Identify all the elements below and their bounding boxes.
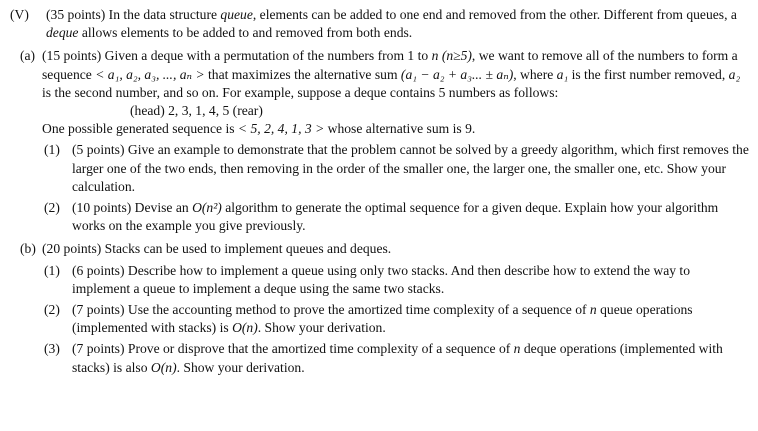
part-a-item-1: (1) (5 points) Give an example to demonstrate that the problem cannot be solved by a greedy algorithm, which first removes the larger one of the two ends, then removing in the order of the smaller one, the larger one, the smaller one, etc. Show your calculation. bbox=[44, 142, 749, 194]
problem-intro: (35 points) In the data structure queue, elements can be added to one end and removed from the other. Different from queues, a deque allows elements to be added to and removed from both ends. bbox=[46, 7, 737, 41]
deque-example: (head) 2, 3, 1, 4, 5 (rear) bbox=[130, 103, 263, 119]
part-b-text: (20 points) Stacks can be used to implement queues and deques. bbox=[42, 241, 392, 257]
part-a-item-2: (2) (10 points) Devise an O(n²) algorithm to generate the optimal sequence for a given deque. Explain how your algorithm works on the example you give previously. bbox=[44, 200, 719, 234]
part-a bbox=[10, 47, 750, 235]
term-deque: deque bbox=[46, 25, 79, 41]
possible-sequence: One possible generated sequence is < 5, 2, 4, 1, 3 > whose alternative sum is 9. bbox=[42, 121, 476, 137]
part-b-label: (b) bbox=[20, 241, 36, 257]
part-b-item-1: (1) (6 points) Describe how to implement a queue using only two stacks. And then describe how to extend the way to implement a queue to implement a deque using the same two stacks. bbox=[44, 262, 691, 296]
part-a-label: (a) bbox=[20, 48, 36, 64]
alternative-sum: (a₁ − a₂ + a₃... ± aₙ) bbox=[400, 66, 514, 82]
part-a-text: (15 points) Given a deque with a permutation of the numbers from 1 to n (n≥5), we want to remove all of the numbers to form a sequence < a₁, a₂, a₃, ..., aₙ > that maximizes the alternative sum (a₁ − a₂ + a₃... ± aₙ), where a₁ is the first number removed, a₂ is the second number, and so on. For example, suppose a deque contains 5 numbers as follows: bbox=[42, 48, 741, 100]
part-b bbox=[10, 240, 750, 376]
sequence-notation: < a₁, a₂, a₃, ..., aₙ > bbox=[95, 66, 205, 82]
part-b-item-3: (3) (7 points) Prove or disprove that the amortized time complexity of a sequence of n deque operations (implemented with stacks) is also O(n). Show your derivation. bbox=[44, 341, 723, 375]
part-b-item-2: (2) (7 points) Use the accounting method to prove the amortized time complexity of a sequence of n queue operations (implemented with stacks) is O(n). Show your derivation. bbox=[44, 302, 693, 336]
problem-v bbox=[10, 6, 750, 42]
problem-number: (V) bbox=[10, 7, 29, 22]
term-queue: queue bbox=[220, 7, 253, 22]
